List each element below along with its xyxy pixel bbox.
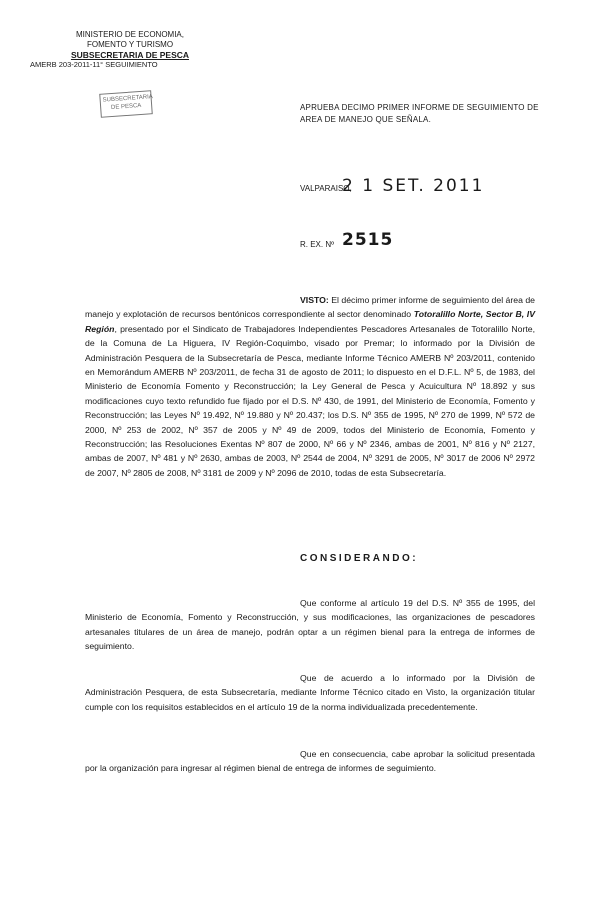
letterhead — [30, 30, 230, 70]
document-subject: APRUEBA DECIMO PRIMER INFORME DE SEGUIMIENTO DE AREA DE MANEJO QUE SEÑALA. — [300, 103, 539, 124]
ministry-line-2: FOMENTO Y TURISMO — [86, 40, 174, 49]
resolution-label: R. EX. Nº — [300, 240, 335, 249]
considerando-paragraph-1: Que conforme al artículo 19 del D.S. Nº 355 de 1995, del Ministerio de Economía, Fomento y Reconstrucción, y sus modificaciones, las organizaciones de pescadores artesanales titulares de un área de manejo, podrán optar a un régimen bienal para la entrega de informes de seguimiento. — [85, 598, 535, 652]
date-line — [300, 176, 560, 200]
considerando-heading: CONSIDERANDO: — [300, 553, 419, 564]
date-stamp: 2 1 SET. 2011 — [342, 176, 485, 196]
subsecretaria-title: SUBSECRETARIA DE PESCA — [70, 50, 190, 60]
visto-text-1: El décimo primer informe de seguimiento del área de manejo y explotación de recursos bentónicos correspondiente al sector denominado — [85, 295, 536, 320]
visto-label: VISTO: — [300, 295, 329, 305]
considerando-paragraph-3: Que en consecuencia, cabe aprobar la solicitud presentada por la organización para ingresar al régimen bienal de entrega de informes de seguimiento. — [85, 749, 535, 774]
reference-code: AMERB 203-2011-11° SEGUIMIENTO — [30, 60, 158, 69]
visto-sector: Totoralillo Norte, Sector B, IV Región — [85, 309, 535, 334]
place-label: VALPARAISO, — [300, 184, 352, 193]
visto-paragraph — [85, 293, 535, 480]
official-stamp: SUBSECRETARIA DE PESCA — [99, 90, 153, 118]
considerando-paragraph-2: Que de acuerdo a lo informado por la División de Administración Pesquera, de esta Subsecretaría, mediante Informe Técnico citado en Visto, la organización titular cumple con los requisitos establecidos en el artículo 19 de la norma individualizada precedentemente. — [85, 673, 535, 712]
resolution-number — [300, 232, 500, 256]
ministry-line-1: MINISTERIO DE ECONOMIA, — [75, 30, 184, 39]
resolution-number-value: 2515 — [342, 230, 394, 250]
visto-text-2: , presentado por el Sindicato de Trabajadores Independientes Pescadores Artesanales de Totoralillo Norte, de la Comuna de La Higuera, IV Región-Coquimbo, visado por Premar; lo informado por la División de Administración Pesquera de la Subsecretaría de Pesca, mediante Informe Técnico AMERB Nº 203/2011, contenido en Memorándum AMERB Nº 203/2011, de fecha 31 de agosto de 2011; lo dispuesto en el D.F.L. Nº 5, de 1983, del Ministerio de Economía Fomento y Reconstrucción; la Ley General de Pesca y Acuicultura Nº 18.892 y sus modificaciones cuyo texto refundido fue fijado por el D.S. Nº 430, de 1991, del Ministerio de Economía, Fomento y Reconstrucción; las Leyes Nº 19.492, Nº 19.880 y Nº 20.437; los D.S. Nº 355 de 1995, Nº 270 de 1999, Nº 572 de 2000, Nº 253 de 2002, Nº 357 de 2005 y Nº 49 de 2009, todos del Ministerio de Economía, Fomento y Reconstrucción; las Resoluciones Exentas Nº 807 de 2000, Nº 66 y Nº 2346, ambas de 2001, Nº 816 y Nº 2127, ambas de 2007, Nº 481 y Nº 2630, ambas de 2003, Nº 2544 de 2004, Nº 3291 de 2005, Nº 3017 de 2006 Nº 2972 de 2007, Nº 2805 de 2008, Nº 3181 de 2009 y Nº 2096 de 2010, todas de esta Subsecretaría. — [85, 323, 535, 478]
